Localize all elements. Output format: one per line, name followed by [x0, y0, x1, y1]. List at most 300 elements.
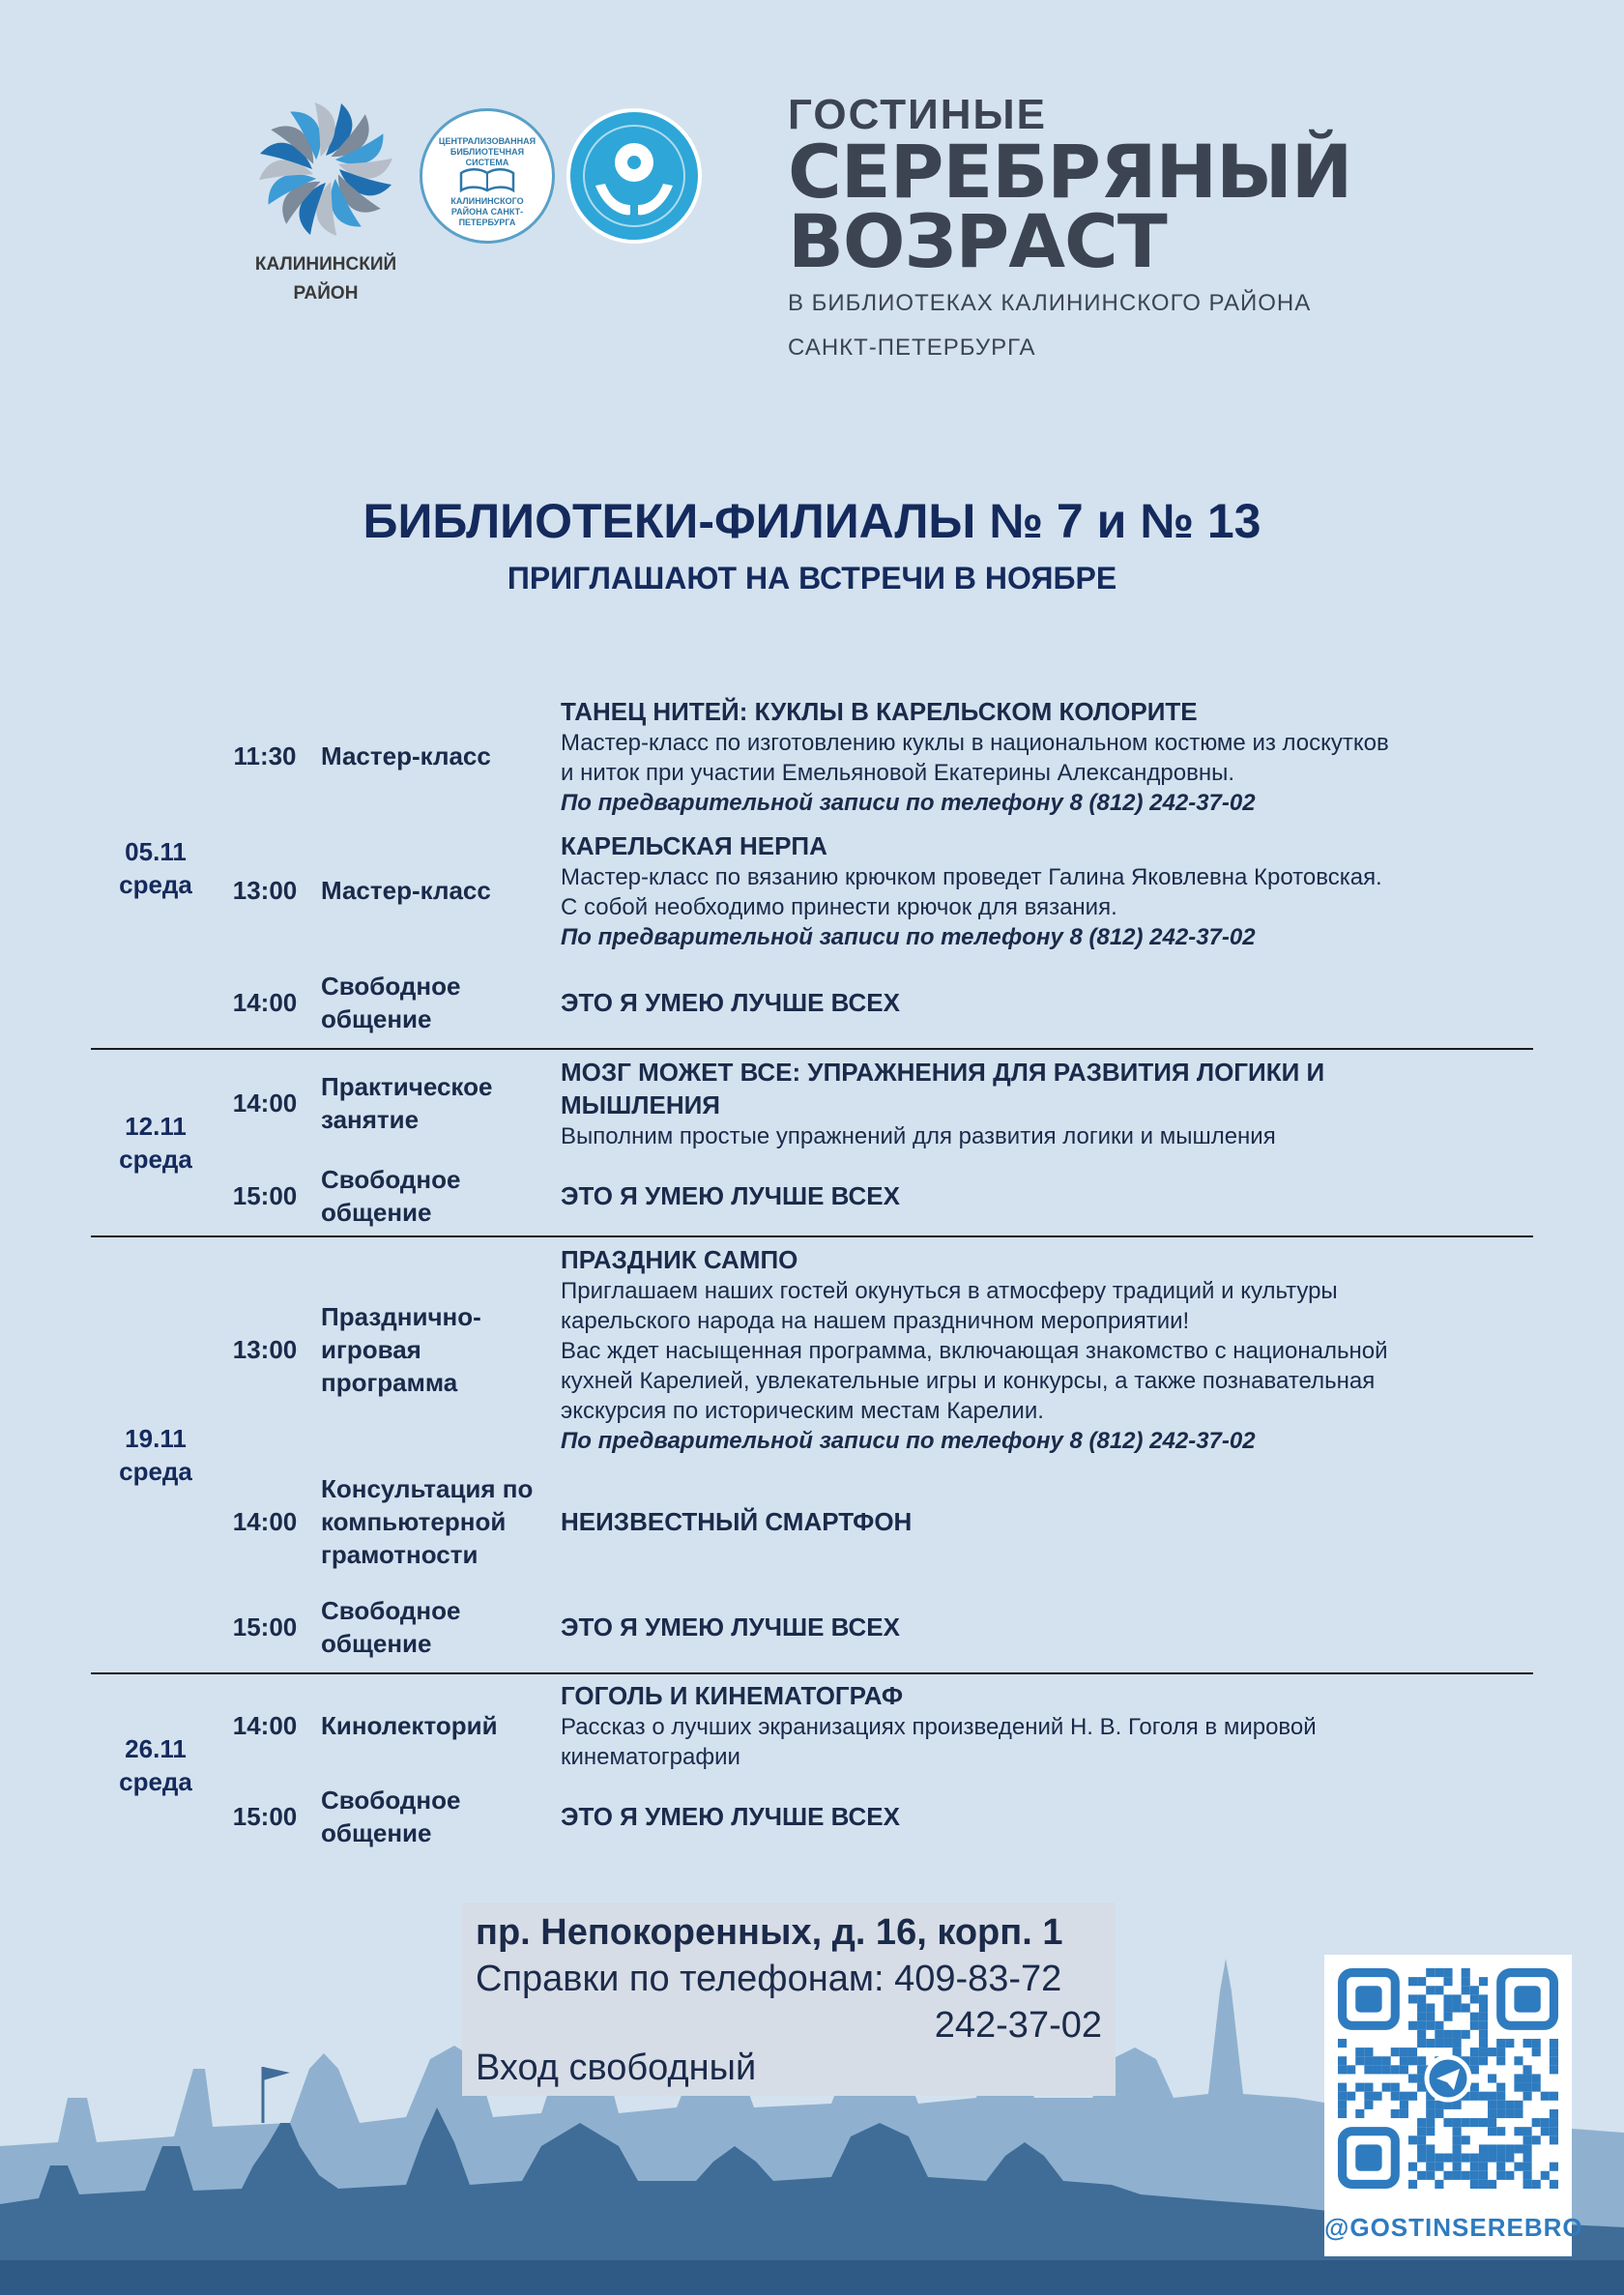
day-date — [91, 1050, 220, 1235]
qr-module — [1462, 2118, 1470, 2127]
event-description — [559, 1679, 1533, 1772]
qr-module — [1426, 2154, 1435, 2163]
qr-finder-inner — [1514, 1986, 1540, 2012]
event-title: ПРАЗДНИК САМПО — [561, 1245, 798, 1274]
qr-module — [1364, 2056, 1373, 2065]
qr-module — [1479, 2092, 1488, 2101]
qr-module — [1496, 2056, 1505, 2065]
event-time: 13:00 — [232, 875, 298, 905]
qr-module — [1391, 2048, 1400, 2056]
qr-module — [1470, 1994, 1479, 2003]
qr-module — [1435, 2021, 1443, 2030]
event-time: 15:00 — [232, 1612, 298, 1641]
qr-module — [1364, 2065, 1373, 2074]
qr-module — [1408, 2074, 1417, 2082]
qr-module — [1488, 2127, 1496, 2135]
schedule — [91, 688, 1533, 1856]
qr-module — [1532, 2180, 1541, 2189]
day-date — [91, 688, 220, 1048]
qr-module — [1523, 2180, 1532, 2189]
qr-module — [1417, 2013, 1426, 2021]
qr-module — [1470, 2056, 1479, 2065]
event-title: МОЗГ МОЖЕТ ВСЕ: УПРАЖНЕНИЯ ДЛЯ РАЗВИТИЯ ЛОГИКИ И МЫШЛЕНИЯ — [561, 1057, 1325, 1119]
qr-module — [1523, 2144, 1532, 2153]
qr-module — [1496, 2039, 1505, 2048]
event-title: НЕИЗВЕСТНЫЙ СМАРТФОН — [561, 1507, 913, 1536]
event-description — [559, 1800, 1533, 1833]
qr-module — [1391, 2065, 1400, 2074]
qr-module — [1408, 2135, 1417, 2144]
event-time: 14:00 — [232, 1506, 298, 1536]
qr-module — [1505, 2144, 1514, 2153]
qr-module — [1426, 2039, 1435, 2048]
qr-module — [1382, 2056, 1391, 2065]
qr-module — [1470, 2065, 1479, 2074]
qr-module — [1443, 2039, 1452, 2048]
event-line: карельского народа на нашем праздничном мероприятии! — [561, 1308, 1190, 1334]
qr-module — [1550, 2180, 1558, 2189]
qr-module — [1505, 2109, 1514, 2118]
event-title: ЭТО Я УМЕЮ ЛУЧШЕ ВСЕХ — [561, 1181, 900, 1210]
qr-module — [1400, 2109, 1408, 2118]
qr-module — [1408, 2056, 1417, 2065]
qr-module — [1496, 2101, 1505, 2109]
qr-module — [1488, 2118, 1496, 2127]
qr-module — [1523, 2154, 1532, 2163]
qr-module — [1532, 2074, 1541, 2082]
brand-sub-2: САНКТ-ПЕТЕРБУРГА — [788, 334, 1036, 361]
qr-module — [1550, 2163, 1558, 2171]
district-emblem-icon — [253, 97, 398, 242]
qr-module — [1479, 1977, 1488, 1986]
qr-module — [1443, 2171, 1452, 2180]
qr-module — [1462, 2171, 1470, 2180]
qr-module — [1523, 2163, 1532, 2171]
event-title: ЭТО Я УМЕЮ ЛУЧШЕ ВСЕХ — [561, 988, 900, 1017]
qr-module — [1453, 2127, 1462, 2135]
qr-module — [1470, 2154, 1479, 2163]
qr-module — [1338, 2092, 1347, 2101]
event-title: КАРЕЛЬСКАЯ НЕРПА — [561, 830, 827, 860]
qr-module — [1417, 2154, 1426, 2163]
event-line: Выполним простые упражнений для развития логики и мышления — [561, 1122, 1276, 1149]
qr-module — [1470, 2083, 1479, 2092]
qr-module — [1523, 2065, 1532, 2074]
qr-module — [1408, 2021, 1417, 2030]
phone-secondary: 242-37-02 — [934, 2005, 1102, 2046]
qr-module — [1417, 2127, 1426, 2135]
day-date — [91, 1674, 220, 1856]
event-time: 14:00 — [232, 987, 298, 1017]
qr-module — [1514, 2144, 1522, 2153]
qr-module — [1400, 2092, 1408, 2101]
qr-module — [1443, 2003, 1452, 2012]
qr-module — [1435, 1986, 1443, 1994]
qr-module — [1373, 2092, 1381, 2101]
event-line: экскурсия по историческим местам Карелии. — [561, 1398, 1044, 1424]
event-type: Свободное общение — [321, 972, 461, 1033]
qr-module — [1496, 2092, 1505, 2101]
qr-module — [1496, 2127, 1505, 2135]
qr-code-card[interactable] — [1324, 1955, 1583, 2256]
district-logo-line1: КАЛИНИНСКИЙ — [254, 254, 397, 275]
event-row — [220, 1462, 1533, 1582]
event-line: и ниток при участии Емельяновой Екатерины Александровны. — [561, 759, 1234, 786]
qr-module — [1479, 2180, 1488, 2189]
qr-module — [1417, 2065, 1426, 2074]
qr-module — [1453, 1994, 1462, 2003]
page-title: БИБЛИОТЕКИ-ФИЛИАЛЫ № 7 и № 13 — [362, 494, 1262, 548]
qr-module — [1417, 2144, 1426, 2153]
event-time: 15:00 — [232, 1801, 298, 1831]
qr-module — [1435, 2109, 1443, 2118]
event-note: По предварительной записи по телефону 8 (812) 242-37-02 — [561, 1428, 1256, 1454]
qr-module — [1443, 2118, 1452, 2127]
qr-module — [1462, 2003, 1470, 2012]
qr-module — [1470, 2163, 1479, 2171]
weekday-value: среда — [119, 1145, 192, 1174]
event-time: 13:00 — [232, 1334, 298, 1364]
qr-module — [1532, 2039, 1541, 2048]
qr-module — [1523, 2039, 1532, 2048]
qr-module — [1426, 2118, 1435, 2127]
qr-module — [1400, 2048, 1408, 2056]
qr-module — [1453, 2118, 1462, 2127]
qr-module — [1443, 2154, 1452, 2163]
qr-module — [1417, 1977, 1426, 1986]
qr-module — [1479, 2021, 1488, 2030]
date-value: 05.11 — [125, 837, 187, 866]
qr-module — [1417, 2039, 1426, 2048]
event-type: Консультация по компьютерной грамотности — [321, 1474, 534, 1569]
page-subtitle: ПРИГЛАШАЮТ НА ВСТРЕЧИ В НОЯБРЕ — [507, 561, 1117, 596]
qr-module — [1417, 2118, 1426, 2127]
qr-module — [1408, 1994, 1417, 2003]
qr-module — [1391, 2083, 1400, 2092]
qr-module — [1488, 2109, 1496, 2118]
qr-module — [1373, 2065, 1381, 2074]
qr-module — [1443, 1994, 1452, 2003]
address-text: пр. Непокоренных, д. 16, корп. 1 — [476, 1912, 1063, 1953]
qr-module — [1453, 2171, 1462, 2180]
qr-module — [1505, 2039, 1514, 2048]
qr-module — [1426, 2021, 1435, 2030]
qr-module — [1400, 2056, 1408, 2065]
event-row — [220, 1674, 1533, 1777]
event-title: ТАНЕЦ НИТЕЙ: КУКЛЫ В КАРЕЛЬСКОМ КОЛОРИТЕ — [561, 696, 1198, 726]
qr-module — [1523, 2074, 1532, 2082]
qr-module — [1479, 2118, 1488, 2127]
event-type: Мастер-класс — [321, 741, 491, 770]
qr-module — [1417, 2083, 1426, 2092]
qr-module — [1364, 2048, 1373, 2056]
qr-module — [1470, 2021, 1479, 2030]
qr-module — [1514, 2083, 1522, 2092]
qr-module — [1479, 2171, 1488, 2180]
event-type: Свободное общение — [321, 1596, 461, 1658]
qr-module — [1400, 2101, 1408, 2109]
event-row — [220, 1156, 1533, 1235]
qr-module — [1426, 2163, 1435, 2171]
qr-module — [1417, 2003, 1426, 2012]
event-type: Свободное общение — [321, 1165, 461, 1227]
qr-module — [1426, 2003, 1435, 2012]
qr-module — [1505, 2101, 1514, 2109]
event-note: По предварительной записи по телефону 8 (812) 242-37-02 — [561, 923, 1256, 950]
qr-module — [1417, 2056, 1426, 2065]
qr-module — [1550, 2118, 1558, 2127]
qr-module — [1364, 2101, 1373, 2109]
qr-module — [1338, 2109, 1347, 2118]
qr-module — [1435, 2163, 1443, 2171]
qr-module — [1523, 2127, 1532, 2135]
qr-module — [1391, 2109, 1400, 2118]
event-line: Вас ждет насыщенная программа, включающая знакомство с национальной — [561, 1338, 1388, 1364]
day-date — [91, 1237, 220, 1672]
qr-module — [1453, 2163, 1462, 2171]
qr-module — [1541, 2118, 1550, 2127]
weekday-value: среда — [119, 1767, 192, 1796]
qr-module — [1462, 1977, 1470, 1986]
event-row — [220, 688, 1533, 824]
qr-module — [1470, 2118, 1479, 2127]
qr-module — [1488, 2101, 1496, 2109]
qr-module — [1541, 2092, 1550, 2101]
event-row — [220, 957, 1533, 1048]
event-line: кухней Карелией, увлекательные игры и конкурсы, а также познавательная — [561, 1368, 1376, 1394]
qr-module — [1470, 2171, 1479, 2180]
qr-module — [1426, 2127, 1435, 2135]
cbs-logo-bottom-text: КАЛИНИНСКОГО РАЙОНА САНКТ-ПЕТЕРБУРГА — [450, 196, 524, 227]
qr-module — [1488, 2180, 1496, 2189]
event-row — [220, 824, 1533, 957]
qr-module — [1462, 2030, 1470, 2039]
event-type: Мастер-класс — [321, 876, 491, 905]
qr-module — [1550, 2039, 1558, 2048]
qr-module — [1426, 2101, 1435, 2109]
event-type: Празднично-игровая программа — [321, 1302, 481, 1397]
event-note: По предварительной записи по телефону 8 (812) 242-37-02 — [561, 789, 1256, 816]
qr-module — [1523, 2083, 1532, 2092]
qr-module — [1514, 2109, 1522, 2118]
brand-small: ГОСТИНЫЕ — [788, 91, 1047, 138]
qr-module — [1417, 1994, 1426, 2003]
qr-module — [1408, 2163, 1417, 2171]
qr-module — [1514, 2056, 1522, 2065]
event-description — [559, 829, 1533, 952]
hands-flower-icon — [570, 112, 698, 240]
qr-module — [1496, 2048, 1505, 2056]
event-line: кинематографии — [561, 1744, 740, 1770]
qr-module — [1355, 2109, 1364, 2118]
qr-module — [1453, 2039, 1462, 2048]
qr-module — [1355, 2048, 1364, 2056]
qr-module — [1505, 2171, 1514, 2180]
event-row — [220, 1777, 1533, 1856]
schedule-day — [91, 1674, 1533, 1856]
event-title: ЭТО Я УМЕЮ ЛУЧШЕ ВСЕХ — [561, 1802, 900, 1831]
qr-module — [1462, 2154, 1470, 2163]
event-title: ЭТО Я УМЕЮ ЛУЧШЕ ВСЕХ — [561, 1612, 900, 1641]
event-time: 14:00 — [232, 1088, 298, 1118]
qr-module — [1426, 1986, 1435, 1994]
qr-module — [1462, 1968, 1470, 1977]
schedule-day — [91, 688, 1533, 1050]
qr-module — [1338, 2065, 1347, 2074]
qr-module — [1532, 2083, 1541, 2092]
qr-finder-inner — [1355, 2144, 1381, 2170]
qr-module — [1550, 2048, 1558, 2056]
event-type: Свободное общение — [321, 1786, 461, 1847]
qr-module — [1435, 2030, 1443, 2039]
qr-module — [1408, 2048, 1417, 2056]
qr-module — [1426, 2144, 1435, 2153]
qr-module — [1426, 2013, 1435, 2021]
qr-module — [1443, 1977, 1452, 1986]
qr-module — [1426, 2109, 1435, 2118]
event-row — [220, 1582, 1533, 1672]
qr-module — [1417, 2135, 1426, 2144]
entry-text: Вход свободный — [476, 2048, 757, 2088]
qr-module — [1453, 2101, 1462, 2109]
qr-module — [1391, 2092, 1400, 2101]
event-type: Кинолекторий — [321, 1711, 498, 1740]
qr-module — [1435, 1968, 1443, 1977]
qr-module — [1479, 2030, 1488, 2039]
qr-module — [1488, 2092, 1496, 2101]
event-description — [559, 1056, 1533, 1151]
weekday-value: среда — [119, 870, 192, 899]
qr-module — [1479, 2163, 1488, 2171]
event-row — [220, 1237, 1533, 1462]
brand-big-1: СЕРЕБРЯНЫЙ — [788, 129, 1352, 215]
event-line: С собой необходимо принести крючок для вязания. — [561, 893, 1117, 920]
date-value: 12.11 — [125, 1112, 187, 1141]
event-title: ГОГОЛЬ И КИНЕМАТОГРАФ — [561, 1681, 904, 1710]
social-center-logo — [566, 108, 702, 244]
qr-module — [1373, 2056, 1381, 2065]
brand-big-2: ВОЗРАСТ — [788, 198, 1167, 284]
event-description — [559, 1179, 1533, 1212]
qr-module — [1479, 2048, 1488, 2056]
date-value: 26.11 — [125, 1734, 187, 1763]
qr-module — [1417, 2171, 1426, 2180]
qr-module — [1408, 2092, 1417, 2101]
qr-module — [1453, 2154, 1462, 2163]
event-description — [559, 1505, 1533, 1538]
weekday-value: среда — [119, 1457, 192, 1486]
qr-module — [1514, 2127, 1522, 2135]
qr-module — [1496, 2163, 1505, 2171]
qr-module — [1364, 2083, 1373, 2092]
qr-module — [1514, 2074, 1522, 2082]
event-line: Приглашаем наших гостей окунуться в атмосферу традиций и культуры — [561, 1278, 1338, 1304]
qr-module — [1523, 2135, 1532, 2144]
qr-module — [1355, 2083, 1364, 2092]
brand-sub-1: В БИБЛИОТЕКАХ КАЛИНИНСКОГО РАЙОНА — [788, 290, 1312, 316]
qr-module — [1523, 2092, 1532, 2101]
event-line: Рассказ о лучших экранизациях произведений Н. В. Гоголя в мировой — [561, 1714, 1317, 1740]
qr-module — [1435, 2180, 1443, 2189]
qr-module — [1426, 1968, 1435, 1977]
schedule-day — [91, 1237, 1533, 1674]
qr-module — [1550, 2135, 1558, 2144]
qr-module — [1382, 2065, 1391, 2074]
qr-module — [1479, 2013, 1488, 2021]
event-type: Практическое занятие — [321, 1072, 493, 1134]
date-value: 19.11 — [125, 1424, 187, 1453]
qr-module — [1453, 2144, 1462, 2153]
event-line: Мастер-класс по изготовлению куклы в национальном костюме из лоскутков — [561, 729, 1389, 756]
qr-module — [1400, 2065, 1408, 2074]
qr-module — [1355, 2056, 1364, 2065]
qr-module — [1347, 2092, 1355, 2101]
cbs-logo-top-text: ЦЕНТРАЛИЗОВАННАЯ БИБЛИОТЕЧНАЯ СИСТЕМА — [438, 136, 536, 167]
event-time: 14:00 — [232, 1710, 298, 1740]
qr-module — [1338, 2101, 1347, 2109]
qr-module — [1488, 2048, 1496, 2056]
event-time: 11:30 — [233, 741, 297, 770]
phones-label: Справки по телефонам: 409-83-72 — [476, 1959, 1062, 1999]
qr-module — [1550, 2065, 1558, 2074]
qr-module — [1382, 2083, 1391, 2092]
district-logo — [253, 97, 398, 305]
qr-module — [1550, 2056, 1558, 2065]
qr-module — [1479, 2039, 1488, 2048]
qr-module — [1470, 2180, 1479, 2189]
qr-module — [1496, 2109, 1505, 2118]
event-time: 15:00 — [232, 1180, 298, 1210]
qr-module — [1488, 2074, 1496, 2082]
district-logo-line2: РАЙОН — [293, 283, 359, 304]
qr-code-icon — [1338, 1968, 1558, 2189]
qr-module — [1443, 2013, 1452, 2021]
qr-module — [1496, 2171, 1505, 2180]
qr-module — [1550, 2109, 1558, 2118]
event-description — [559, 986, 1533, 1019]
qr-module — [1417, 2030, 1426, 2039]
qr-module — [1443, 2030, 1452, 2039]
qr-module — [1479, 2003, 1488, 2012]
qr-module — [1514, 2163, 1522, 2171]
qr-module — [1523, 2171, 1532, 2180]
qr-module — [1479, 1994, 1488, 2003]
qr-module — [1435, 2039, 1443, 2048]
qr-module — [1496, 2083, 1505, 2092]
event-row — [220, 1050, 1533, 1156]
qr-module — [1435, 2101, 1443, 2109]
qr-module — [1479, 2144, 1488, 2153]
qr-module — [1470, 2013, 1479, 2021]
qr-module — [1496, 2154, 1505, 2163]
qr-module — [1470, 1986, 1479, 1994]
qr-module — [1347, 2065, 1355, 2074]
qr-module — [1550, 2127, 1558, 2135]
schedule-day — [91, 1050, 1533, 1237]
qr-module — [1338, 2083, 1347, 2092]
qr-module — [1488, 2154, 1496, 2163]
qr-module — [1426, 2171, 1435, 2180]
event-description — [559, 695, 1533, 818]
qr-module — [1408, 1977, 1417, 1986]
qr-module — [1417, 2021, 1426, 2030]
qr-module — [1462, 1986, 1470, 1994]
qr-module — [1496, 2144, 1505, 2153]
cbs-logo — [420, 108, 555, 244]
address-box — [462, 1903, 1116, 2096]
qr-module — [1532, 2135, 1541, 2144]
qr-finder-inner — [1355, 1986, 1381, 2012]
